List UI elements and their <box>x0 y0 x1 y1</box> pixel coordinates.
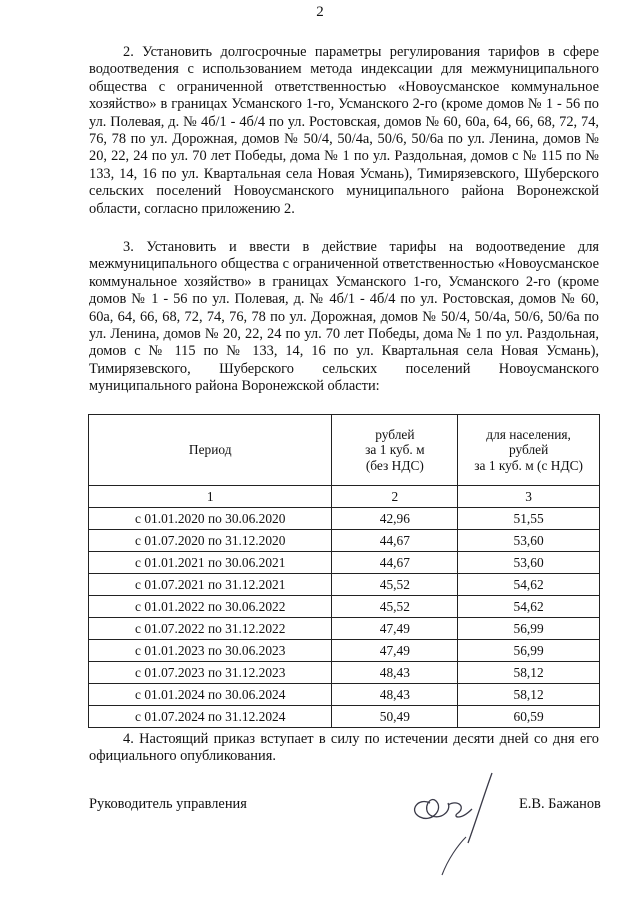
table-row <box>89 530 600 552</box>
header-rate-no-vat: рублей за 1 куб. м (без НДС) <box>332 415 458 486</box>
table-row <box>89 684 600 706</box>
cell-no-vat: 44,67 <box>332 530 458 552</box>
table-row <box>89 596 600 618</box>
paragraph-3-text: 3. Установить и ввести в действие тарифы на водоотведение для межмуниципального общества с ограниченной ответственностью «Новоусманское коммунальное хозяйство» в границах Усманского 1-го, Усманского 2-го (кроме домов № 1 - 56 по ул. Полевая, д. № 4б/1 - 4б/4 по ул. Ростовская, домов № 60, 60а, 64, 66, 68, 72, 74, 76, 78 по ул. Дорожная, домов № 50/4, 50/4а, 50/6, 50/6а по ул. Ленина, домов № 20, 22, 24 по ул. 70 лет Победы, дома № 1 по ул. Раздольная, домов с № 115 по № 133, 14, 16 по ул. Квартальная села Новая Усмань), Тимирязевского, Шуберского сельских поселений Новоусманского муниципального района Воронежской области: <box>89 239 599 395</box>
header-rate-population: для населения, рублей за 1 куб. м (с НДС) <box>458 415 600 486</box>
table-header-row <box>89 415 600 486</box>
cell-period: с 01.01.2021 по 30.06.2021 <box>89 552 332 574</box>
table-row <box>89 662 600 684</box>
cell-population: 60,59 <box>458 706 600 728</box>
cell-no-vat: 50,49 <box>332 706 458 728</box>
column-number-row <box>89 486 600 508</box>
cell-period: с 01.07.2020 по 31.12.2020 <box>89 530 332 552</box>
paragraph-2-text: 2. Установить долгосрочные параметры регулирования тарифов в сфере водоотведения с использованием метода индексации для межмуниципального общества с ограниченной ответственностью «Новоусманское коммунальное хозяйство» в границах Усманского 1-го, Усманского 2-го (кроме домов № 1 - 56 по ул. Полевая, д. № 4б/1 - 4б/4 по ул. Ростовская, домов № 60, 60а, 64, 66, 68, 72, 74, 76, 78 по ул. Дорожная, домов № 50/4, 50/4а, 50/6, 50/6а по ул. Ленина, домов № 20, 22, 24 по ул. 70 лет Победы, дома № 1 по ул. Раздольная, домов с № 115 по № 133, 14, 16 по ул. Квартальная села Новая Усмань), Тимирязевского, Шуберского сельских поселений Новоусманского муниципального района Воронежской области, согласно приложению 2. <box>89 44 599 217</box>
signature-name: Е.В. Бажанов <box>519 796 601 812</box>
paragraph-4-text: 4. Настоящий приказ вступает в силу по истечении десяти дней со дня его официального опубликования. <box>89 731 599 765</box>
cell-no-vat: 48,43 <box>332 662 458 684</box>
cell-period: с 01.07.2022 по 31.12.2022 <box>89 618 332 640</box>
paragraph-3 <box>89 239 599 396</box>
cell-population: 53,60 <box>458 530 600 552</box>
column-number: 1 <box>89 486 332 508</box>
cell-no-vat: 45,52 <box>332 596 458 618</box>
signature-title: Руководитель управления <box>89 796 247 812</box>
cell-population: 54,62 <box>458 596 600 618</box>
cell-population: 58,12 <box>458 662 600 684</box>
cell-no-vat: 45,52 <box>332 574 458 596</box>
page-number: 2 <box>316 4 324 20</box>
table-row <box>89 706 600 728</box>
cell-population: 51,55 <box>458 508 600 530</box>
cell-no-vat: 42,96 <box>332 508 458 530</box>
cell-population: 56,99 <box>458 618 600 640</box>
cell-period: с 01.07.2021 по 31.12.2021 <box>89 574 332 596</box>
column-number: 3 <box>458 486 600 508</box>
column-number: 2 <box>332 486 458 508</box>
table-row <box>89 574 600 596</box>
cell-population: 56,99 <box>458 640 600 662</box>
handwritten-signature <box>400 765 510 880</box>
table-row <box>89 618 600 640</box>
cell-period: с 01.01.2023 по 30.06.2023 <box>89 640 332 662</box>
header-period: Период <box>89 415 332 486</box>
cell-no-vat: 47,49 <box>332 640 458 662</box>
paragraph-2 <box>89 44 599 218</box>
tariff-table <box>88 414 600 728</box>
cell-population: 54,62 <box>458 574 600 596</box>
cell-period: с 01.01.2020 по 30.06.2020 <box>89 508 332 530</box>
cell-period: с 01.07.2024 по 31.12.2024 <box>89 706 332 728</box>
cell-period: с 01.01.2024 по 30.06.2024 <box>89 684 332 706</box>
cell-period: с 01.01.2022 по 30.06.2022 <box>89 596 332 618</box>
table-row <box>89 640 600 662</box>
paragraph-4 <box>89 731 599 766</box>
table-row <box>89 508 600 530</box>
cell-no-vat: 44,67 <box>332 552 458 574</box>
cell-no-vat: 48,43 <box>332 684 458 706</box>
cell-no-vat: 47,49 <box>332 618 458 640</box>
table-row <box>89 552 600 574</box>
cell-population: 53,60 <box>458 552 600 574</box>
cell-population: 58,12 <box>458 684 600 706</box>
cell-period: с 01.07.2023 по 31.12.2023 <box>89 662 332 684</box>
